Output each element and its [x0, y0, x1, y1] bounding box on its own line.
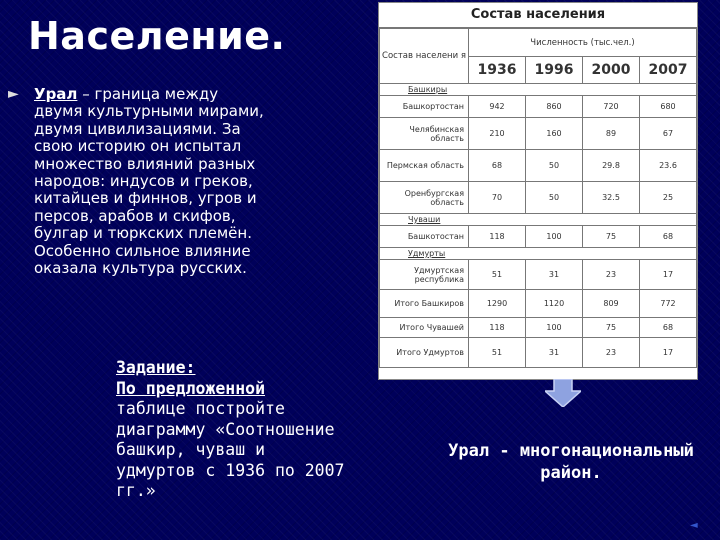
- task-text: таблице постройте диаграмму «Соотношение башкир, чуваш и удмуртов с 1936 по 2007 гг.»: [116, 399, 345, 500]
- group-header: Численность (тыс.чел.): [469, 29, 697, 57]
- population-table: [379, 28, 697, 368]
- intro-paragraph: [34, 86, 270, 277]
- table-row: Башкортостан 942 860 720 680: [380, 96, 697, 118]
- group-row-bashkiry: Башкиры: [380, 84, 697, 96]
- group-row-chuvashi: Чуваши: [380, 214, 697, 226]
- table-row: Оренбургская область 70 50 32.5 25: [380, 182, 697, 214]
- group-row-udmurty: Удмурты: [380, 248, 697, 260]
- col-header: Состав населени я: [380, 29, 469, 84]
- table-row-total: Итого Чувашей 118 100 75 68: [380, 318, 697, 338]
- year-header: 1996: [526, 57, 583, 84]
- table-row: Пермская область 68 50 29.8 23.6: [380, 150, 697, 182]
- triangle-bullet-icon: ►: [8, 86, 19, 102]
- table-row-total: Итого Удмуртов 51 31 23 17: [380, 338, 697, 368]
- intro-bullet: [8, 86, 270, 277]
- task-block: [116, 358, 346, 502]
- intro-term: Урал: [34, 85, 78, 103]
- task-line1: По предложенной: [116, 378, 266, 398]
- table-row: Башкотостан 118 100 75 68: [380, 226, 697, 248]
- table-row: Челябинская область 210 160 89 67: [380, 118, 697, 150]
- year-header: 2007: [640, 57, 697, 84]
- year-header: 1936: [469, 57, 526, 84]
- corner-arrow-icon: ◄: [690, 520, 698, 531]
- table-row-total: Итого Башкиров 1290 1120 809 772: [380, 290, 697, 318]
- table-row: Удмуртская республика 51 31 23 17: [380, 260, 697, 290]
- population-table-panel: [378, 2, 698, 380]
- conclusion-text: Урал - многонациональный район.: [448, 441, 694, 483]
- table-title: Состав населения: [379, 3, 697, 28]
- slide-title: Население.: [28, 14, 286, 58]
- task-heading: Задание:: [116, 358, 196, 377]
- down-arrow-icon: [545, 379, 581, 407]
- intro-text: – граница между двумя культурными мирами, двумя цивилизациями. За свою историю он испытал множество влияний разных народов: индусов и греков, китайцев и финнов, угров и персов, арабов и скифов, булгар и тюркских племён. Особенно сильное влияние оказала культура русских.: [34, 85, 264, 278]
- year-header: 2000: [583, 57, 640, 84]
